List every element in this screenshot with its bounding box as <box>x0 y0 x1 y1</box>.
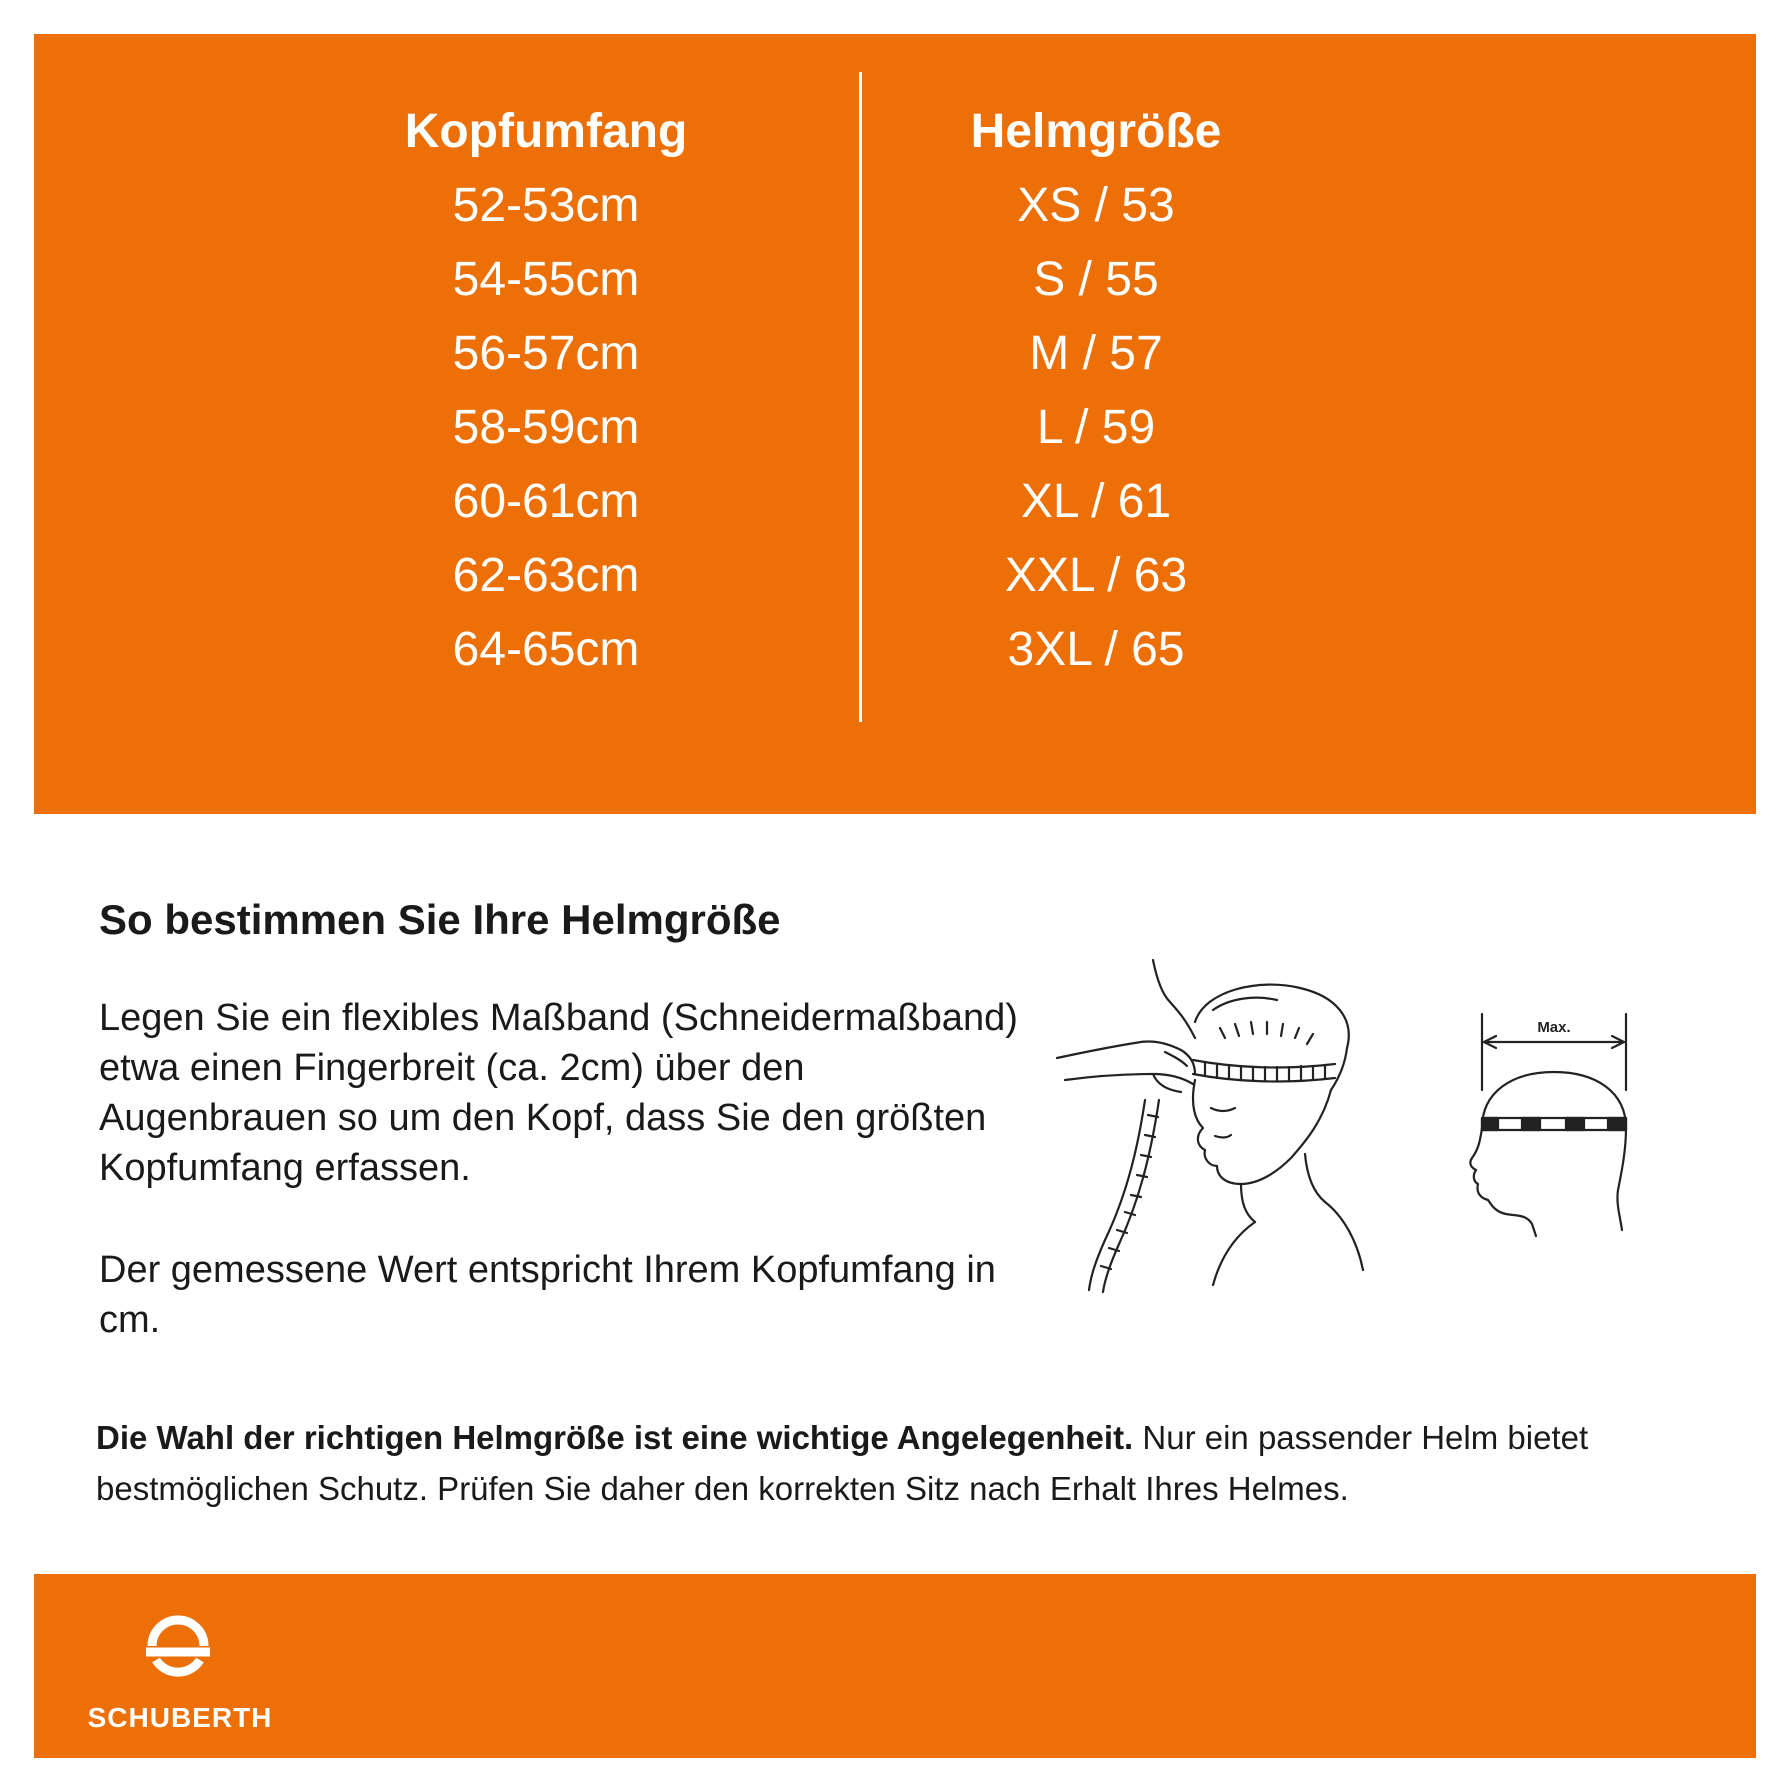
head-circumference-value: 58-59cm <box>452 401 640 454</box>
howto-paragraph: Legen Sie ein flexibles Maßband (Schneidermaßband) etwa einen Fingerbreit (ca. 2cm) über den Augenbrauen so um den Kopf, dass Sie den größten Kopfumfang erfassen. <box>99 997 1018 1189</box>
brand-footer <box>34 1574 1756 1758</box>
head-circumference-value: 62-63cm <box>452 549 640 602</box>
head-circumference-list <box>336 169 756 687</box>
howto-title: So bestimmen Sie Ihre Helmgröße <box>99 896 781 943</box>
helmet-size-value: XXL / 63 <box>1004 549 1188 602</box>
helmet-size-column <box>886 95 1306 687</box>
helmet-size-value: M / 57 <box>1029 327 1163 380</box>
howto-paragraph: Der gemessene Wert entspricht Ihrem Kopfumfang in cm. <box>99 1249 996 1341</box>
max-label: Max. <box>1537 1019 1571 1036</box>
helmet-size-value: S / 55 <box>1033 253 1159 306</box>
head-circumference-value: 64-65cm <box>452 623 640 676</box>
head-circumference-value: 54-55cm <box>452 253 640 306</box>
helmet-size-list <box>886 169 1306 687</box>
head-profile-diagram <box>1450 1000 1660 1245</box>
helmet-size-value: L / 59 <box>1036 401 1156 454</box>
head-circumference-value: 52-53cm <box>452 179 640 232</box>
helmet-size-value: 3XL / 65 <box>1007 623 1185 676</box>
fit-notice-emphasis: Die Wahl der richtigen Helmgröße ist eine wichtige Angelegenheit. <box>96 1419 1134 1456</box>
head-circumference-value: 60-61cm <box>452 475 640 528</box>
helmet-size-header: Helmgröße <box>970 105 1222 158</box>
head-circumference-header: Kopfumfang <box>404 105 688 158</box>
head-circumference-column <box>336 95 756 687</box>
schuberth-logo-icon <box>140 1612 216 1688</box>
tape-measure-illustration <box>1045 940 1375 1305</box>
head-circumference-value: 56-57cm <box>452 327 640 380</box>
column-divider <box>859 72 862 722</box>
helmet-size-value: XS / 53 <box>1017 179 1175 232</box>
helmet-size-value: XL / 61 <box>1020 475 1172 528</box>
fit-notice-text: Nur ein passender Helm bietet bestmöglichen Schutz. Prüfen Sie daher den korrekten Sitz nach Erhalt Ihres Helmes. <box>96 1419 1589 1507</box>
brand-name: SCHUBERTH <box>87 1702 273 1733</box>
fit-notice <box>96 1412 1716 1514</box>
